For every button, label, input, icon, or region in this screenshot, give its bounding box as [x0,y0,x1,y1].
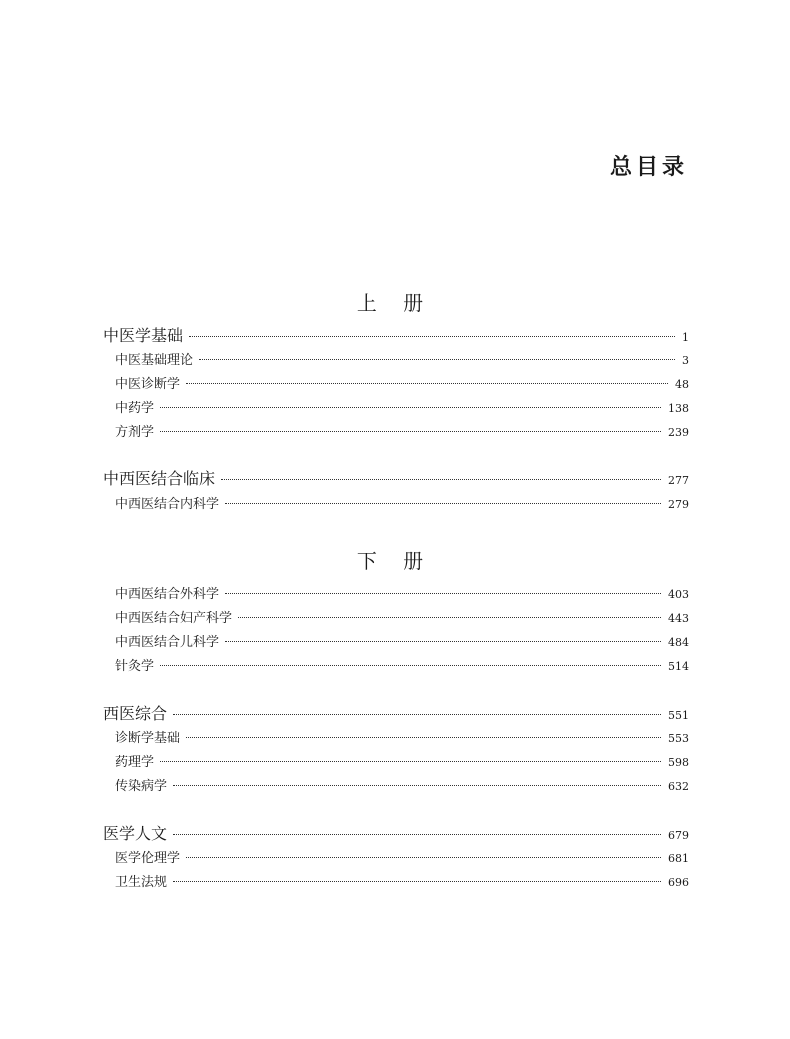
dot-leader [189,336,675,337]
toc-entry-page: 3 [682,354,689,367]
toc-entry-page: 138 [668,402,689,415]
toc-entry-page: 553 [668,732,689,745]
toc-entry-page: 239 [668,426,689,439]
toc-entry-page: 277 [668,474,689,487]
dot-leader [225,503,661,504]
toc-entry[interactable] [103,373,689,392]
toc-entry[interactable] [103,493,689,512]
dot-leader [160,431,661,432]
toc-entry-label: 中西医结合内科学 [115,497,220,512]
toc-entry[interactable] [103,349,689,368]
toc-entry[interactable] [103,466,689,489]
dot-leader [160,761,661,762]
toc-entry-page: 1 [682,331,689,344]
toc-entry-label: 方剂学 [115,425,155,440]
toc-entry[interactable] [103,421,689,440]
toc-entry-page: 679 [668,829,689,842]
toc-entry-label: 传染病学 [115,779,168,794]
dot-leader [173,785,661,786]
dot-leader [160,665,661,666]
toc-entry-label: 中医基础理论 [115,353,194,368]
toc-entry-page: 484 [668,636,689,649]
toc-entry-label: 中医诊断学 [115,377,181,392]
dot-leader [186,383,668,384]
dot-leader [225,593,661,594]
toc-entry[interactable] [103,847,689,866]
toc-entry[interactable] [103,655,689,674]
page-title: 总目录 [609,155,688,180]
toc-entry[interactable] [103,701,689,724]
toc-entry-page: 632 [668,780,689,793]
volume-title-upper: 上 册 [356,291,434,315]
dot-leader [186,737,661,738]
toc-entry-page: 403 [668,588,689,601]
toc-entry-label: 针灸学 [115,659,155,674]
dot-leader [225,641,661,642]
toc-entry-page: 681 [668,852,689,865]
toc-entry-page: 696 [668,876,689,889]
toc-entry[interactable] [103,397,689,416]
toc-entry-page: 551 [668,709,689,722]
toc-entry[interactable] [103,775,689,794]
dot-leader [221,479,661,480]
toc-entry[interactable] [103,583,689,602]
dot-leader [173,881,661,882]
toc-entry[interactable] [103,607,689,626]
toc-entry[interactable] [103,727,689,746]
toc-entry-page: 514 [668,660,689,673]
toc-entry-label: 中西医结合妇产科学 [115,611,233,626]
toc-entry-label: 中西医结合临床 [103,469,216,488]
toc-entry-page: 48 [675,378,689,391]
dot-leader [173,834,661,835]
toc-entry-label: 西医综合 [103,704,168,723]
toc-entry[interactable] [103,821,689,844]
toc-entry[interactable] [103,751,689,770]
dot-leader [199,359,675,360]
toc-entry[interactable] [103,631,689,650]
toc-entry-label: 医学人文 [103,824,168,843]
dot-leader [173,714,661,715]
toc-entry-label: 诊断学基础 [115,731,181,746]
volume-title-lower: 下 册 [356,549,434,573]
toc-entry-page: 443 [668,612,689,625]
toc-entry-label: 医学伦理学 [115,851,181,866]
dot-leader [160,407,661,408]
dot-leader [238,617,661,618]
toc-entry[interactable] [103,871,689,890]
toc-entry-page: 279 [668,498,689,511]
toc-entry-label: 中西医结合外科学 [115,587,220,602]
toc-entry-label: 中西医结合儿科学 [115,635,220,650]
toc-entry-page: 598 [668,756,689,769]
toc-entry-label: 药理学 [115,755,155,770]
dot-leader [186,857,661,858]
toc-entry-label: 中医学基础 [103,326,184,345]
toc-entry-label: 中药学 [115,401,155,416]
toc-entry[interactable] [103,323,689,346]
toc-entry-label: 卫生法规 [115,875,168,890]
